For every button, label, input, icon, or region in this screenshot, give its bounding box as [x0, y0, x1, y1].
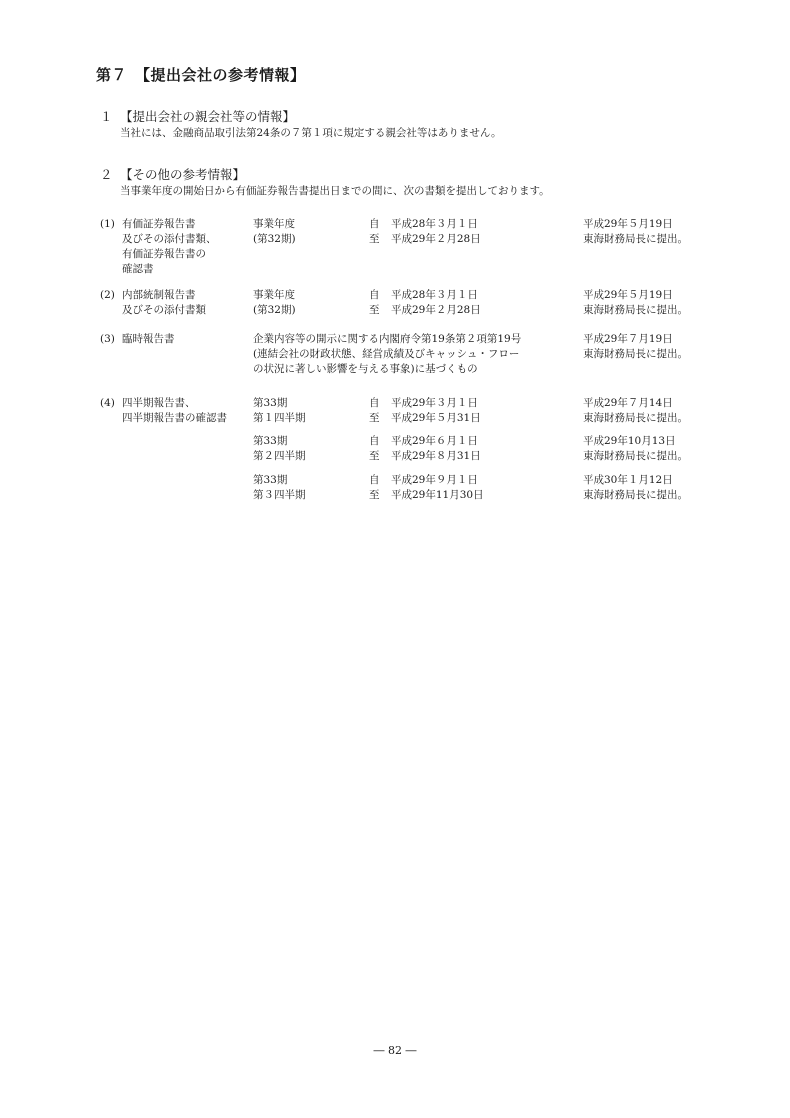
- page-title: 第７ 【提出会社の参考情報】: [96, 66, 306, 84]
- submission-info: 平成29年10月13日 東海財務局長に提出。: [583, 435, 688, 462]
- submission-info: 平成29年７月19日 東海財務局長に提出。: [583, 333, 688, 360]
- section2-heading: 【その他の参考情報】: [120, 167, 246, 182]
- section1-heading-number: １: [100, 109, 113, 124]
- submission-info: 平成29年５月19日 東海財務局長に提出。: [583, 289, 688, 316]
- submission-info: 平成29年７月14日 東海財務局長に提出。: [583, 397, 688, 424]
- period-dates: 平成28年３月１日 平成29年２月28日: [391, 218, 481, 245]
- fiscal-period: 事業年度 (第32期): [253, 289, 296, 316]
- submission-info: 平成30年１月12日 東海財務局長に提出。: [583, 474, 688, 501]
- item-number: (4): [100, 397, 115, 409]
- document-name: 内部統制報告書 及びその添付書類: [122, 289, 206, 316]
- period-dates: 平成29年６月１日 平成29年８月31日: [391, 435, 481, 462]
- from-to-labels: 自 至: [369, 435, 380, 462]
- fiscal-period: 事業年度 (第32期): [253, 218, 296, 245]
- item-number: (1): [100, 218, 115, 230]
- from-to-labels: 自 至: [369, 397, 380, 424]
- item-number: (3): [100, 333, 115, 345]
- fiscal-period: 第33期 第１四半期: [253, 397, 306, 424]
- period-dates: 平成28年３月１日 平成29年２月28日: [391, 289, 481, 316]
- period-dates: 平成29年９月１日 平成29年11月30日: [391, 474, 484, 501]
- page-number: ― 82 ―: [373, 1044, 417, 1057]
- period-dates: 平成29年３月１日 平成29年５月31日: [391, 397, 481, 424]
- document-name: 四半期報告書、 四半期報告書の確認書: [122, 397, 227, 424]
- section2-heading-number: ２: [100, 167, 113, 182]
- from-to-labels: 自 至: [369, 218, 380, 245]
- document-name: 臨時報告書: [122, 333, 175, 345]
- description: 企業内容等の開示に関する内閣府令第19条第２項第19号 (連結会社の財政状態、経営成績及びキャッシュ・フロー の状況に著しい影響を与える事象)に基づくもの: [253, 333, 522, 375]
- section1-body: 当社には、金融商品取引法第24条の７第１項に規定する親会社等はありません。: [120, 127, 502, 139]
- item-number: (2): [100, 289, 115, 301]
- fiscal-period: 第33期 第２四半期: [253, 435, 306, 462]
- from-to-labels: 自 至: [369, 289, 380, 316]
- section2-body: 当事業年度の開始日から有価証券報告書提出日までの間に、次の書類を提出しております。: [120, 185, 550, 197]
- submission-info: 平成29年５月19日 東海財務局長に提出。: [583, 218, 688, 245]
- section1-heading: 【提出会社の親会社等の情報】: [120, 109, 296, 124]
- from-to-labels: 自 至: [369, 474, 380, 501]
- document-name: 有価証券報告書 及びその添付書類、 有価証券報告書の 確認書: [122, 218, 217, 275]
- fiscal-period: 第33期 第３四半期: [253, 474, 306, 501]
